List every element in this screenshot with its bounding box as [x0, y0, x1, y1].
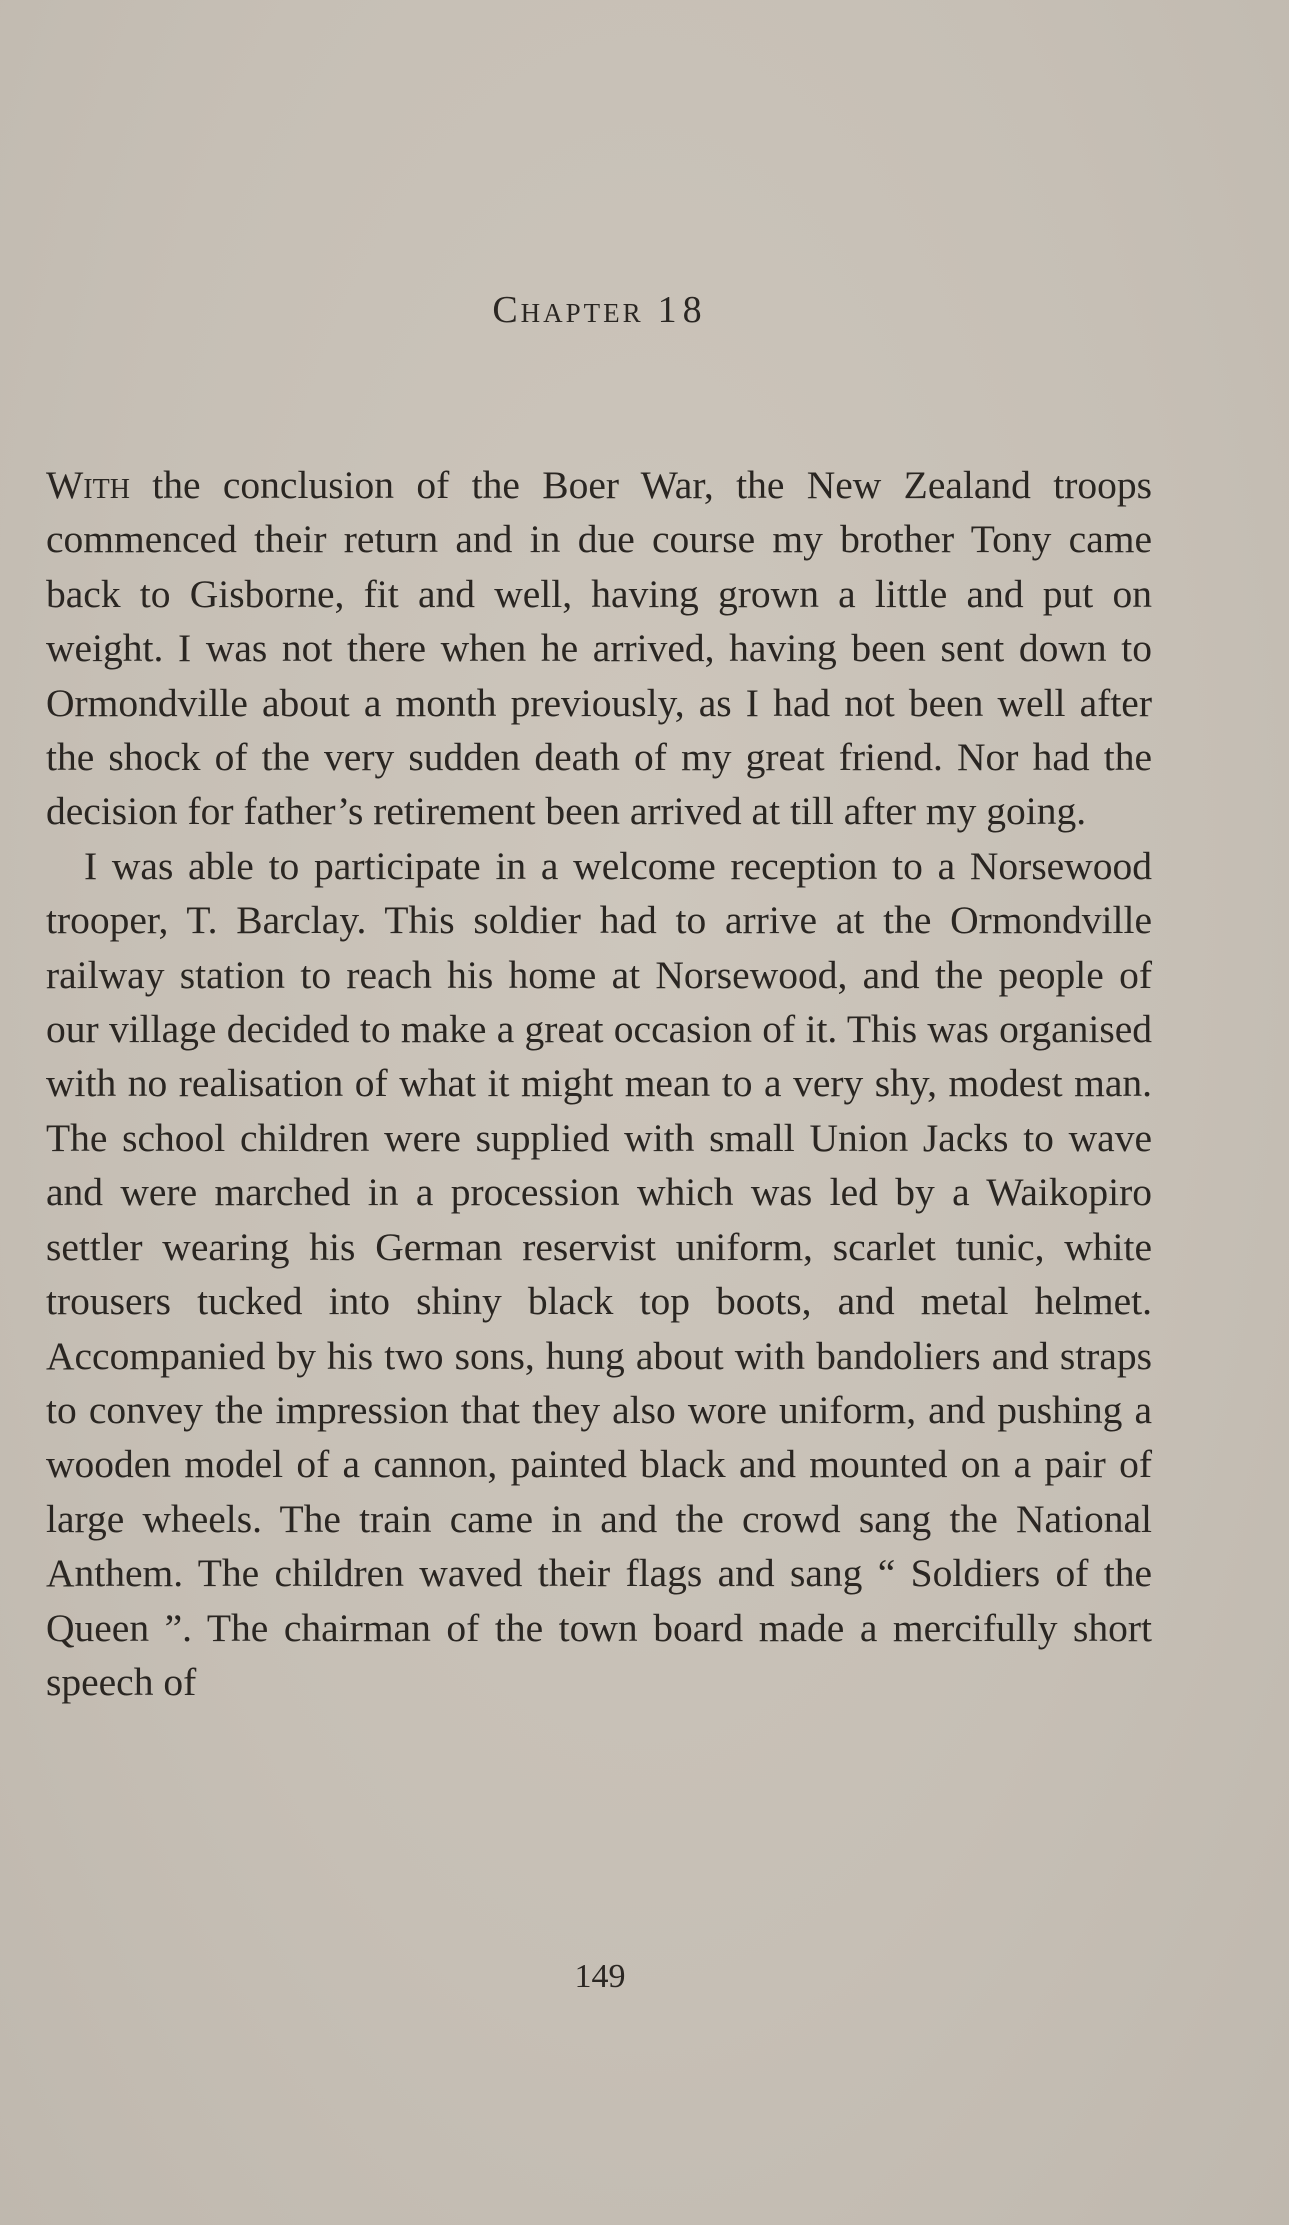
body-text [46, 458, 1152, 1709]
chapter-word: Chapter [492, 289, 644, 331]
chapter-heading [0, 288, 1200, 332]
paragraph-1-text: the conclusion of the Boer War, the New Zealand troops commenced their return and in due course my brother Tony came back to Gisborne, fit and well, having grown a little and put on weight. I was not there when he arrived, having been sent down to Ormondville about a month previously, as I had not been well after the shock of the very sudden death of my great friend. Nor had the decision for father’s retirement been arrived at till after my going. [46, 463, 1152, 834]
chapter-number: 18 [657, 289, 708, 331]
paragraph-1 [46, 458, 1152, 839]
paragraph-2: I was able to participate in a welcome reception to a Norsewood trooper, T. Barclay. This soldier had to arrive at the Ormondville railway station to reach his home at Norsewood, and the people of our village decided to make a great occasion of it. This was organised with no realisation of what it might mean to a very shy, modest man. The school children were supplied with small Union Jacks to wave and were marched in a procession which was led by a Waikopiro settler wearing his German reservist uniform, scarlet tunic, white trousers tucked into shiny black top boots, and metal helmet. Accompanied by his two sons, hung about with bandoliers and straps to convey the impression that they also wore uniform, and pushing a wooden model of a cannon, painted black and mounted on a pair of large wheels. The train came in and the crowd sang the National Anthem. The children waved their flags and sang “ Soldiers of the Queen ”. The chairman of the town board made a mercifully short speech of [46, 843, 1152, 1704]
paragraph-lead-word: With [46, 463, 130, 507]
page-number: 149 [574, 1958, 626, 1995]
